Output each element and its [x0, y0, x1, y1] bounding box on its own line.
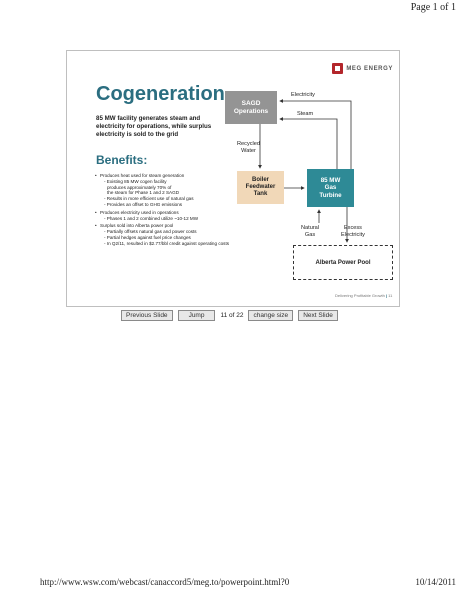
footer-url: http://www.wsw.com/webcast/canaccord5/meg.to/powerpoint.html?0 [40, 577, 290, 587]
benefit-item: - In Q2/11, resulted in $2.77/bbl credit against operating costs [104, 240, 230, 246]
slide-title: Cogeneration [96, 83, 225, 105]
turbine-label-line3: Turbine [319, 191, 342, 199]
recycled-water-label [237, 141, 260, 154]
boiler-label-line2: Feedwater [245, 184, 276, 190]
next-slide-button[interactable]: Next Slide [298, 310, 338, 321]
slide-navigation [121, 310, 338, 321]
page-number: Page 1 of 1 [410, 2, 456, 13]
turbine-label-line2: Gas [324, 184, 337, 192]
excess-label-line2: Electricity [341, 231, 365, 238]
sagd-label-line1: SAGD [241, 99, 261, 107]
sagd-operations-box [225, 91, 277, 124]
boiler-label-line3: Tank [253, 191, 268, 197]
boiler-feedwater-tank-box [237, 171, 284, 204]
pool-label: Alberta Power Pool [315, 259, 371, 266]
benefit-item: - Existing 85 MW cogen facility [104, 178, 167, 184]
boiler-label-line1: Boiler [251, 177, 269, 183]
benefits-heading: Benefits: [96, 153, 148, 167]
company-logo [332, 63, 393, 74]
benefit-item: the steam for Phase 1 and 2 SAGD [107, 190, 180, 196]
recycled-label-line1: Recycled [237, 141, 261, 147]
slide-position: 11 of 22 [220, 312, 244, 319]
logo-icon [332, 63, 343, 74]
benefit-item: produces approximately 70% of [107, 184, 172, 190]
turbine-label-line1: 85 MW [320, 176, 341, 184]
benefit-item: • Surplus sold into Alberta power pool [96, 223, 271, 229]
steam-label: Steam [297, 111, 314, 117]
benefit-item: - Partial hedges against fuel price changes [104, 234, 191, 240]
steam-arrow [280, 119, 337, 169]
benefit-item: - Partially offsets natural gas and power costs [104, 229, 197, 235]
slide [66, 50, 400, 307]
change-size-button[interactable]: change size [248, 310, 293, 321]
benefit-item: - Provides an offset to GHG emissions [104, 201, 183, 207]
benefit-item: • Produces heat used for steam generation [96, 173, 271, 179]
natgas-label-line2: Gas [304, 231, 316, 238]
previous-slide-button[interactable]: Previous Slide [121, 310, 173, 321]
alberta-power-pool-box [293, 245, 393, 280]
jump-button[interactable]: Jump [178, 310, 216, 321]
natural-gas-label [301, 225, 319, 238]
sagd-label-line2: Operations [233, 107, 269, 115]
benefit-item: - Phases 1 and 2 combined utilize ~10-12 MW [104, 215, 199, 221]
excess-label-line1: Excess [343, 225, 362, 231]
gas-turbine-box [307, 169, 354, 207]
natgas-label-line1: Natural [301, 225, 320, 231]
electricity-arrow [280, 101, 351, 169]
slide-footer: Delivering Profitable Growth | 11 [335, 293, 393, 298]
logo-text: MEG ENERGY [346, 65, 393, 72]
slide-footer-number: 11 [388, 293, 393, 298]
electricity-label: Electricity [291, 92, 315, 98]
recycled-label-line2: Water [241, 147, 256, 154]
benefit-item: • Produces electricity used in operations [96, 210, 271, 216]
slide-footer-text: Delivering Profitable Growth [335, 293, 385, 298]
excess-electricity-label [341, 225, 365, 238]
slide-subtitle: 85 MW facility generates steam and electricity for operations, while surplus electricity is sold to the grid [96, 115, 212, 138]
footer-date: 10/14/2011 [415, 577, 456, 587]
benefit-item: - Results in more efficient use of natural gas [104, 196, 194, 202]
